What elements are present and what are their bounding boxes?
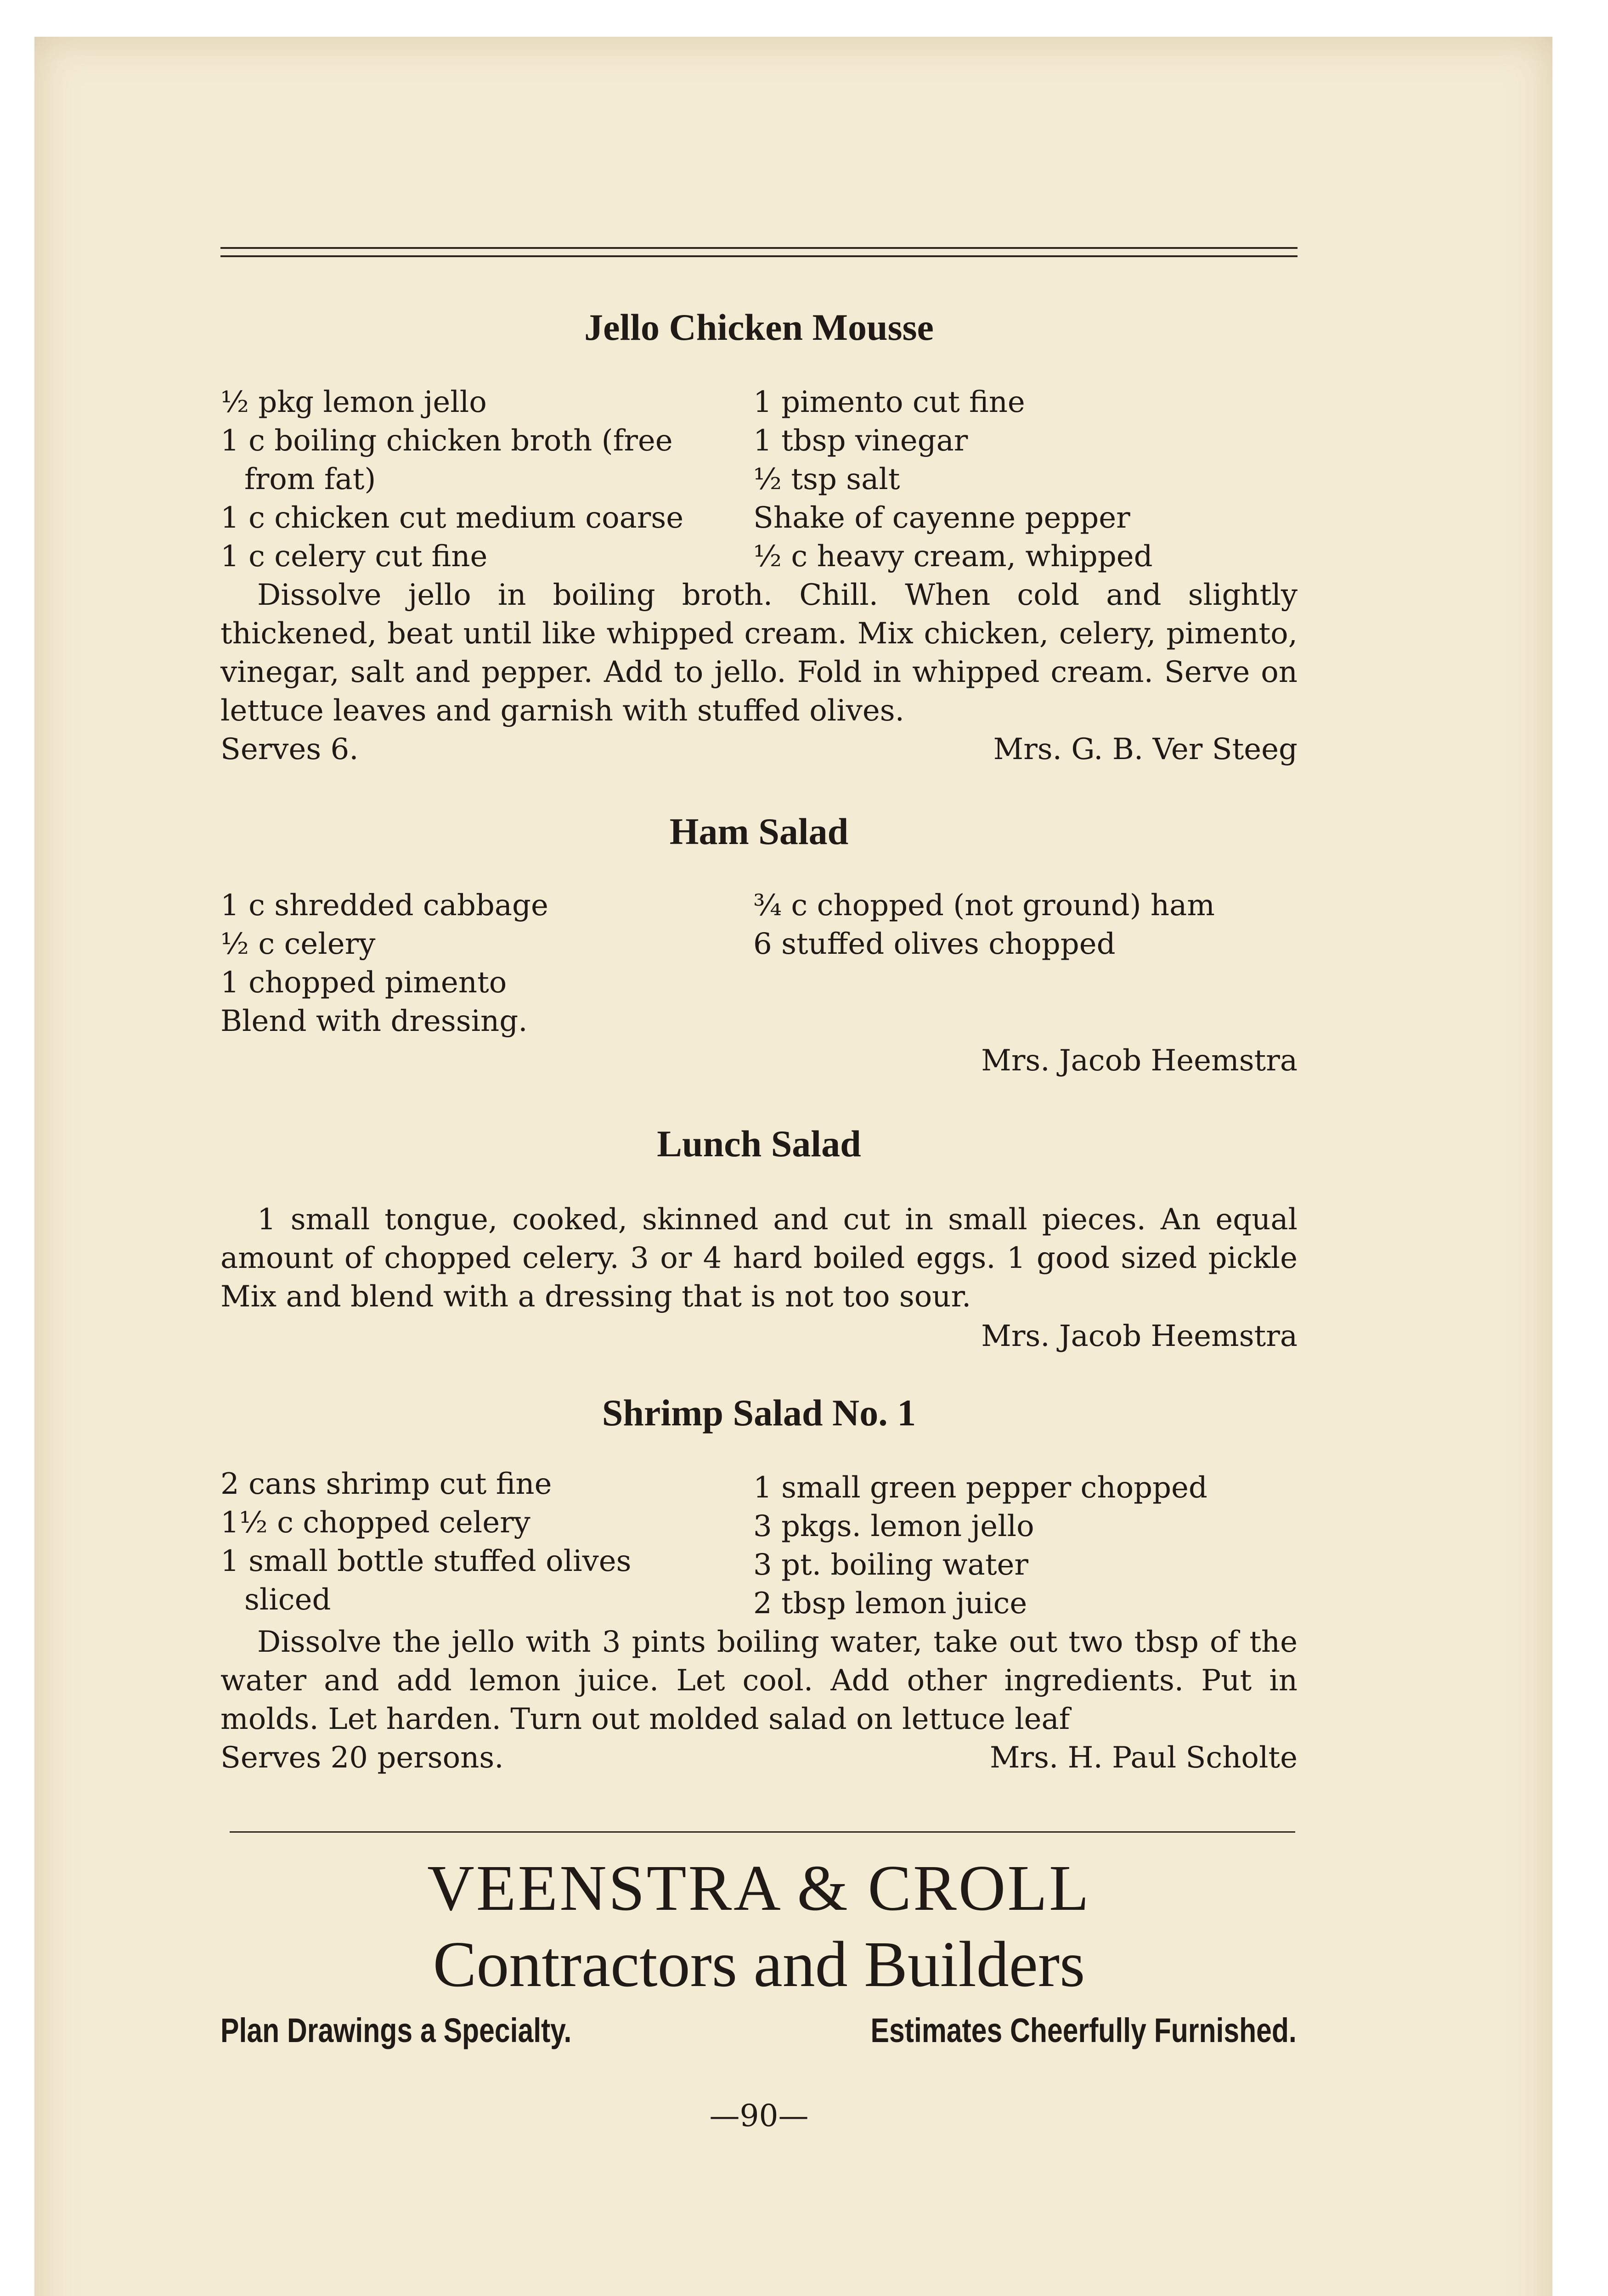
ingredient: from fat) bbox=[244, 462, 376, 496]
ad-note-left: Plan Drawings a Specialty. bbox=[220, 2011, 572, 2049]
ingredient: 1 small bottle stuffed olives bbox=[220, 1544, 632, 1578]
ingredients-right-shrimp bbox=[753, 1469, 1207, 1623]
ingredient: 1 c chicken cut medium coarse bbox=[220, 501, 684, 535]
ingredient: 2 tbsp lemon juice bbox=[753, 1587, 1027, 1621]
ingredient: 3 pt. boiling water bbox=[753, 1548, 1028, 1582]
ingredient: ½ c celery bbox=[220, 927, 376, 961]
ingredient: ½ pkg lemon jello bbox=[220, 385, 487, 419]
ingredient: Blend with dressing. bbox=[220, 1004, 528, 1038]
recipe-title-lunch-salad: Lunch Salad bbox=[657, 1123, 861, 1165]
ingredient: 6 stuffed olives chopped bbox=[753, 927, 1116, 961]
serves-mousse: Serves 6. bbox=[220, 732, 359, 766]
credit-lunch: Mrs. Jacob Heemstra bbox=[981, 1319, 1298, 1353]
directions-lunch: 1 small tongue, cooked, skinned and cut in small pieces. An equal amount of chopped celery. 3 or 4 hard boiled eggs. 1 good sized pickle Mix and blend with a dressing that is not too sour. bbox=[220, 1203, 1298, 1314]
ingredients-right-mousse bbox=[753, 383, 1153, 576]
recipe-title-shrimp-salad: Shrimp Salad No. 1 bbox=[602, 1392, 916, 1434]
ingredient: 1 pimento cut fine bbox=[753, 385, 1025, 419]
ingredients-left-shrimp bbox=[220, 1465, 631, 1619]
ingredient: 2 cans shrimp cut fine bbox=[220, 1467, 552, 1501]
footer-mousse bbox=[220, 730, 1298, 769]
ingredients-left-mousse bbox=[220, 383, 683, 576]
ingredient: sliced bbox=[244, 1583, 331, 1617]
ingredient: 3 pkgs. lemon jello bbox=[753, 1509, 1034, 1543]
credit-shrimp: Mrs. H. Paul Scholte bbox=[989, 1741, 1298, 1775]
ingredient: 1 c boiling chicken broth (free bbox=[220, 424, 673, 458]
footer-shrimp bbox=[220, 1739, 1298, 1777]
ingredient: 1 tbsp vinegar bbox=[753, 424, 968, 458]
recipe-title-jello-chicken-mousse: Jello Chicken Mousse bbox=[584, 306, 934, 348]
directions-shrimp: Dissolve the jello with 3 pints boiling water, take out two tbsp of the water and add lemon juice. Let cool. Add other ingredients. Put in molds. Let harden. Turn out molded salad on lettuce leaf bbox=[220, 1625, 1298, 1736]
ingredients-left-ham bbox=[220, 886, 548, 1041]
credit-mousse: Mrs. G. B. Ver Steeg bbox=[993, 732, 1298, 766]
ad-note-right: Estimates Cheerfully Furnished. bbox=[870, 2011, 1297, 2049]
ingredient: 1 c shredded cabbage bbox=[220, 889, 548, 923]
ingredients-right-ham bbox=[753, 886, 1215, 963]
ingredient: ½ tsp salt bbox=[753, 462, 900, 496]
ad-company-name: VEENSTRA & CROLL bbox=[427, 1851, 1091, 1924]
footer-ham bbox=[220, 1041, 1298, 1080]
ingredient: 1 small green pepper chopped bbox=[753, 1471, 1207, 1505]
ad-rule bbox=[230, 1831, 1295, 1833]
ingredient: 1 chopped pimento bbox=[220, 966, 507, 1000]
credit-ham: Mrs. Jacob Heemstra bbox=[981, 1044, 1298, 1078]
ingredient: 1½ c chopped celery bbox=[220, 1506, 530, 1540]
ingredient: ¾ c chopped (not ground) ham bbox=[753, 889, 1215, 923]
top-rule-second bbox=[220, 255, 1298, 257]
recipe-title-ham-salad: Ham Salad bbox=[669, 810, 849, 852]
page-number: —90— bbox=[709, 2098, 809, 2133]
ad-tagline: Contractors and Builders bbox=[433, 1928, 1085, 2000]
directions-mousse: Dissolve jello in boiling broth. Chill. When cold and slightly thickened, beat until like whipped cream. Mix chicken, celery, pimento, vinegar, salt and pepper. Add to jello. Fold in whipped cream. Serve on lettuce leaves and garnish with stuffed olives. bbox=[220, 578, 1298, 728]
footer-lunch bbox=[220, 1317, 1298, 1356]
ingredient: Shake of cayenne pepper bbox=[753, 501, 1130, 535]
ingredient: 1 c celery cut fine bbox=[220, 540, 488, 574]
serves-shrimp: Serves 20 persons. bbox=[220, 1741, 504, 1775]
top-rule bbox=[220, 247, 1298, 249]
ingredient: ½ c heavy cream, whipped bbox=[753, 540, 1153, 574]
